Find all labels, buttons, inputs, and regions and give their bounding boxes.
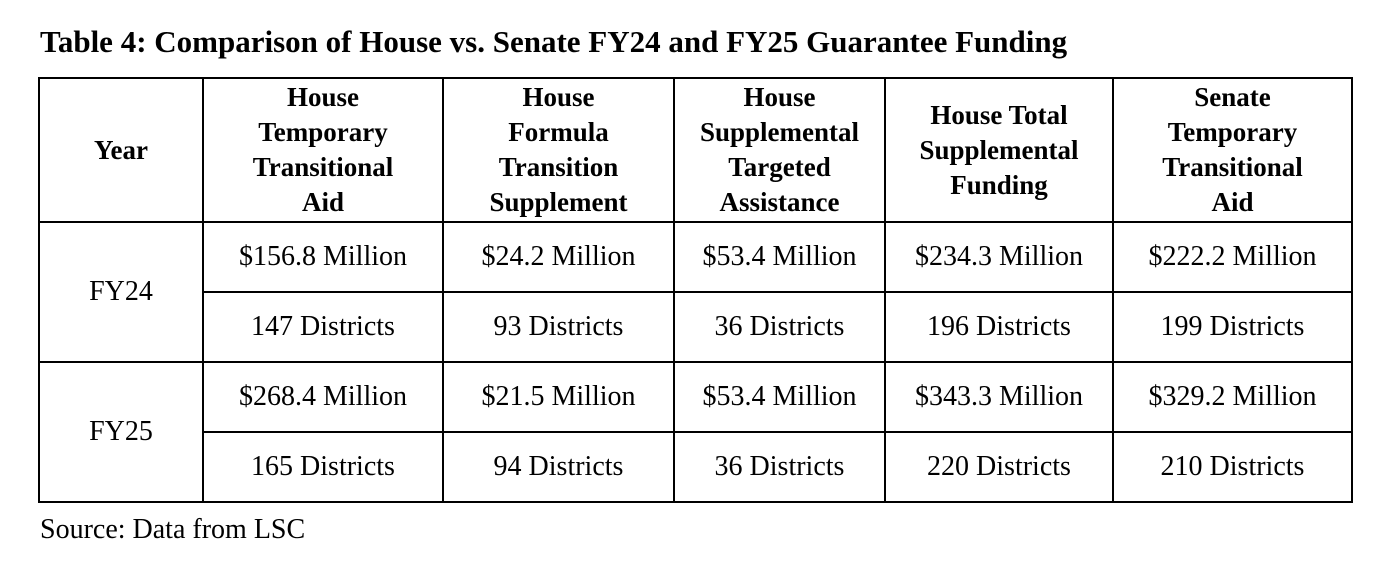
districts-cell: 220 Districts bbox=[885, 432, 1113, 502]
column-header-house-temporary-transitional-aid bbox=[203, 78, 443, 222]
districts-cell: 93 Districts bbox=[443, 292, 674, 362]
funding-comparison-table bbox=[38, 77, 1353, 503]
table-title: Table 4: Comparison of House vs. Senate FY24 and FY25 Guarantee Funding bbox=[40, 24, 1068, 59]
districts-cell: 94 Districts bbox=[443, 432, 674, 502]
year-cell: FY25 bbox=[39, 362, 203, 502]
header-label: House Temporary Transitional Aid bbox=[252, 82, 394, 217]
table-row-fy25-amounts bbox=[39, 362, 1352, 432]
header-label: House Total Supplemental Funding bbox=[919, 99, 1079, 200]
amount-cell: $222.2 Million bbox=[1113, 222, 1352, 292]
header-label: Senate Temporary Transitional Aid bbox=[1162, 82, 1303, 217]
amount-cell: $343.3 Million bbox=[885, 362, 1113, 432]
amount-cell: $24.2 Million bbox=[443, 222, 674, 292]
districts-cell: 147 Districts bbox=[203, 292, 443, 362]
amount-cell: $53.4 Million bbox=[674, 222, 885, 292]
districts-cell: 36 Districts bbox=[674, 432, 885, 502]
year-cell: FY24 bbox=[39, 222, 203, 362]
districts-cell: 199 Districts bbox=[1113, 292, 1352, 362]
districts-cell: 36 Districts bbox=[674, 292, 885, 362]
amount-cell: $234.3 Million bbox=[885, 222, 1113, 292]
column-header-house-supplemental-targeted-assistance bbox=[674, 78, 885, 222]
districts-cell: 165 Districts bbox=[203, 432, 443, 502]
amount-cell: $21.5 Million bbox=[443, 362, 674, 432]
header-row bbox=[39, 78, 1352, 222]
header-label: House Formula Transition Supplement bbox=[489, 82, 628, 217]
column-header-house-total-supplemental-funding bbox=[885, 78, 1113, 222]
column-header-house-formula-transition-supplement bbox=[443, 78, 674, 222]
amount-cell: $53.4 Million bbox=[674, 362, 885, 432]
districts-cell: 196 Districts bbox=[885, 292, 1113, 362]
source-note: Source: Data from LSC bbox=[40, 514, 306, 545]
amount-cell: $156.8 Million bbox=[203, 222, 443, 292]
header-label: House Supplemental Targeted Assistance bbox=[699, 82, 860, 217]
column-header-year: Year bbox=[39, 78, 203, 222]
table-row-fy25-districts bbox=[39, 432, 1352, 502]
table-row-fy24-amounts bbox=[39, 222, 1352, 292]
column-header-senate-temporary-transitional-aid bbox=[1113, 78, 1352, 222]
amount-cell: $268.4 Million bbox=[203, 362, 443, 432]
table-row-fy24-districts bbox=[39, 292, 1352, 362]
amount-cell: $329.2 Million bbox=[1113, 362, 1352, 432]
districts-cell: 210 Districts bbox=[1113, 432, 1352, 502]
